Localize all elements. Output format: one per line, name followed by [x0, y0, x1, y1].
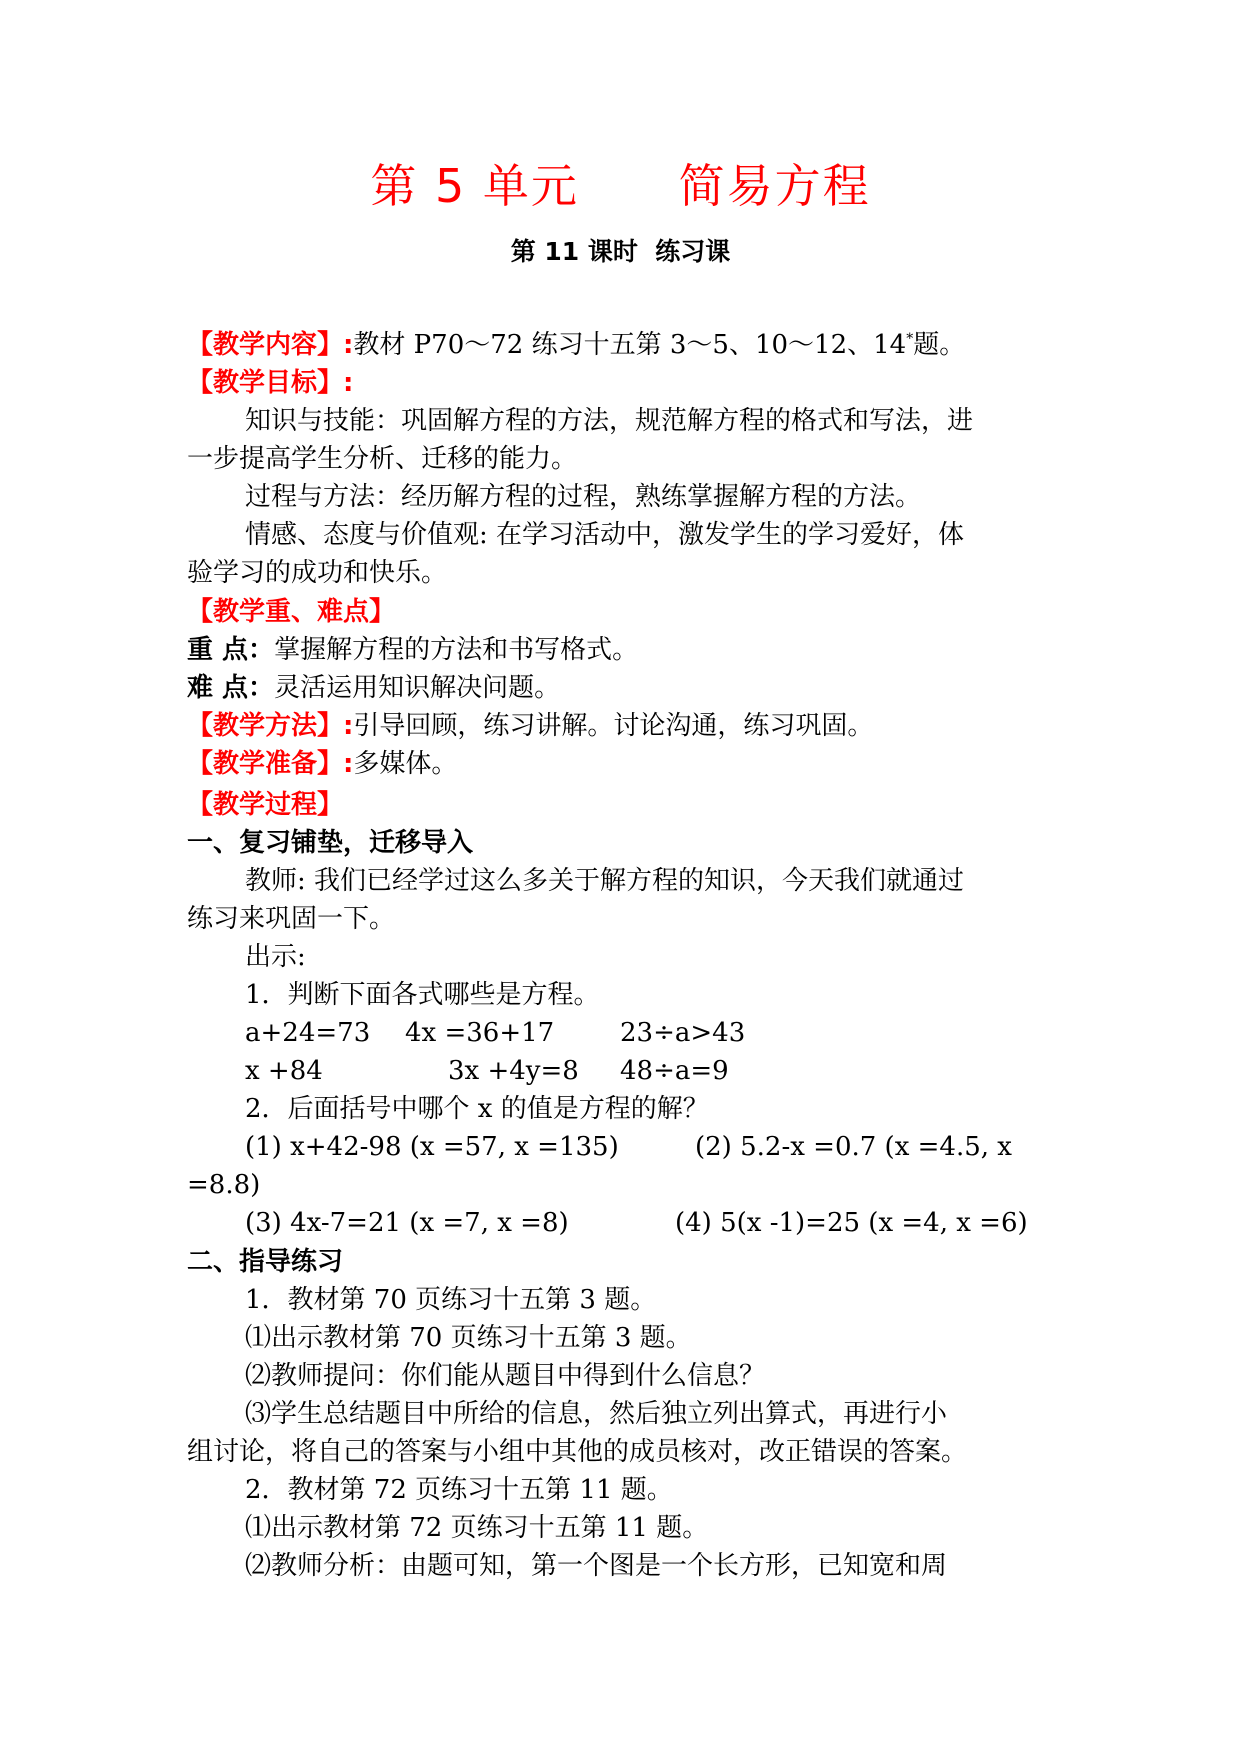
- section2-item-1-3a: ⑶学生总结题目中所给的信息，然后独立列出算式，再进行小: [245, 1399, 948, 1429]
- section1-heading: 一、复习铺垫，迁移导入: [187, 828, 474, 858]
- section2-item-2-2: ⑵教师分析：由题可知，第一个图是一个长方形，已知宽和周: [245, 1551, 948, 1581]
- equation-item: 48÷a=9: [620, 1056, 729, 1086]
- prep-text: 多媒体。: [353, 749, 458, 779]
- section2-item-1-2: ⑵教师提问：你们能从题目中得到什么信息？: [245, 1361, 766, 1391]
- equation-item: 23÷a>43: [620, 1018, 746, 1048]
- objectives-label: 【教学目标】:: [187, 368, 354, 398]
- equation-item: 4x =36+17: [405, 1018, 555, 1048]
- objectives-p1a: 知识与技能：巩固解方程的方法，规范解方程的格式和写法，进: [245, 406, 974, 436]
- difficult-point-line: [187, 670, 560, 706]
- objectives-p2: 过程与方法：经历解方程的过程，熟练掌握解方程的方法。: [245, 482, 922, 512]
- method-text: 引导回顾，练习讲解。讨论沟通，练习巩固。: [353, 711, 874, 741]
- prep-label: 【教学准备】:: [187, 749, 354, 779]
- section2-item-2: 2．教材第 72 页练习十五第 11 题。: [245, 1475, 673, 1505]
- objectives-heading: [187, 365, 353, 401]
- section2-item-1-1: ⑴出示教材第 70 页练习十五第 3 题。: [245, 1323, 692, 1353]
- teaching-content-text: 教材 P70～72 练习十五第 3～5、10～12、14: [353, 330, 907, 360]
- unit-title: 第 5 单元 简易方程: [370, 159, 871, 213]
- teaching-content-sup: *: [906, 331, 914, 347]
- question2-item-2: (2) 5.2-x =0.7 (x =4.5, x: [695, 1132, 1012, 1162]
- difficult-point-label: 难 点：: [187, 673, 275, 703]
- question2-item-2-continued: =8.8): [187, 1170, 261, 1200]
- section1-p1a: 教师: 我们已经学过这么多关于解方程的知识，今天我们就通过: [245, 866, 965, 896]
- objectives-p3b: 验学习的成功和快乐。: [187, 558, 448, 588]
- section2-item-1: 1．教材第 70 页练习十五第 3 题。: [245, 1285, 657, 1315]
- method-line: [187, 708, 873, 744]
- key-point-label: 重 点：: [187, 635, 275, 665]
- question2-item-3: (3) 4x-7=21 (x =7, x =8): [245, 1208, 569, 1238]
- equation-item: a+24=73: [245, 1018, 371, 1048]
- objectives-p3a: 情感、态度与价值观: 在学习活动中，激发学生的学习爱好，体: [245, 520, 965, 550]
- difficult-point-text: 灵活运用知识解决问题。: [274, 673, 561, 703]
- key-point-line: [187, 632, 638, 668]
- lesson-subtitle: 第 11 课时 练习课: [510, 237, 731, 266]
- process-heading: [187, 787, 343, 823]
- question2-item-1: (1) x+42-98 (x =57, x =135): [245, 1132, 619, 1162]
- teaching-content-line: [187, 321, 965, 363]
- keypoints-heading: [187, 594, 395, 630]
- question2: 2．后面括号中哪个 x 的值是方程的解？: [245, 1094, 709, 1124]
- section2-heading: 二、指导练习: [187, 1247, 344, 1277]
- teaching-content-end: 题。: [913, 330, 966, 360]
- question2-item-4: (4) 5(x -1)=25 (x =4, x =6): [675, 1208, 1028, 1238]
- process-label: 【教学过程】: [187, 790, 344, 820]
- key-point-text: 掌握解方程的方法和书写格式。: [274, 635, 639, 665]
- section1-show: 出示:: [245, 942, 306, 972]
- question1: 1．判断下面各式哪些是方程。: [245, 980, 600, 1010]
- section2-item-2-1: ⑴出示教材第 72 页练习十五第 11 题。: [245, 1513, 709, 1543]
- method-label: 【教学方法】:: [187, 711, 354, 741]
- keypoints-label: 【教学重、难点】: [187, 597, 396, 627]
- section1-p1b: 练习来巩固一下。: [187, 904, 396, 934]
- equation-item: x +84: [245, 1056, 323, 1086]
- teaching-content-label: 【教学内容】:: [187, 330, 354, 360]
- equation-item: 3x +4y=8: [448, 1056, 579, 1086]
- prep-line: [187, 746, 457, 782]
- section2-item-1-3b: 组讨论，将自己的答案与小组中其他的成员核对，改正错误的答案。: [187, 1437, 968, 1467]
- objectives-p1b: 一步提高学生分析、迁移的能力。: [187, 444, 578, 474]
